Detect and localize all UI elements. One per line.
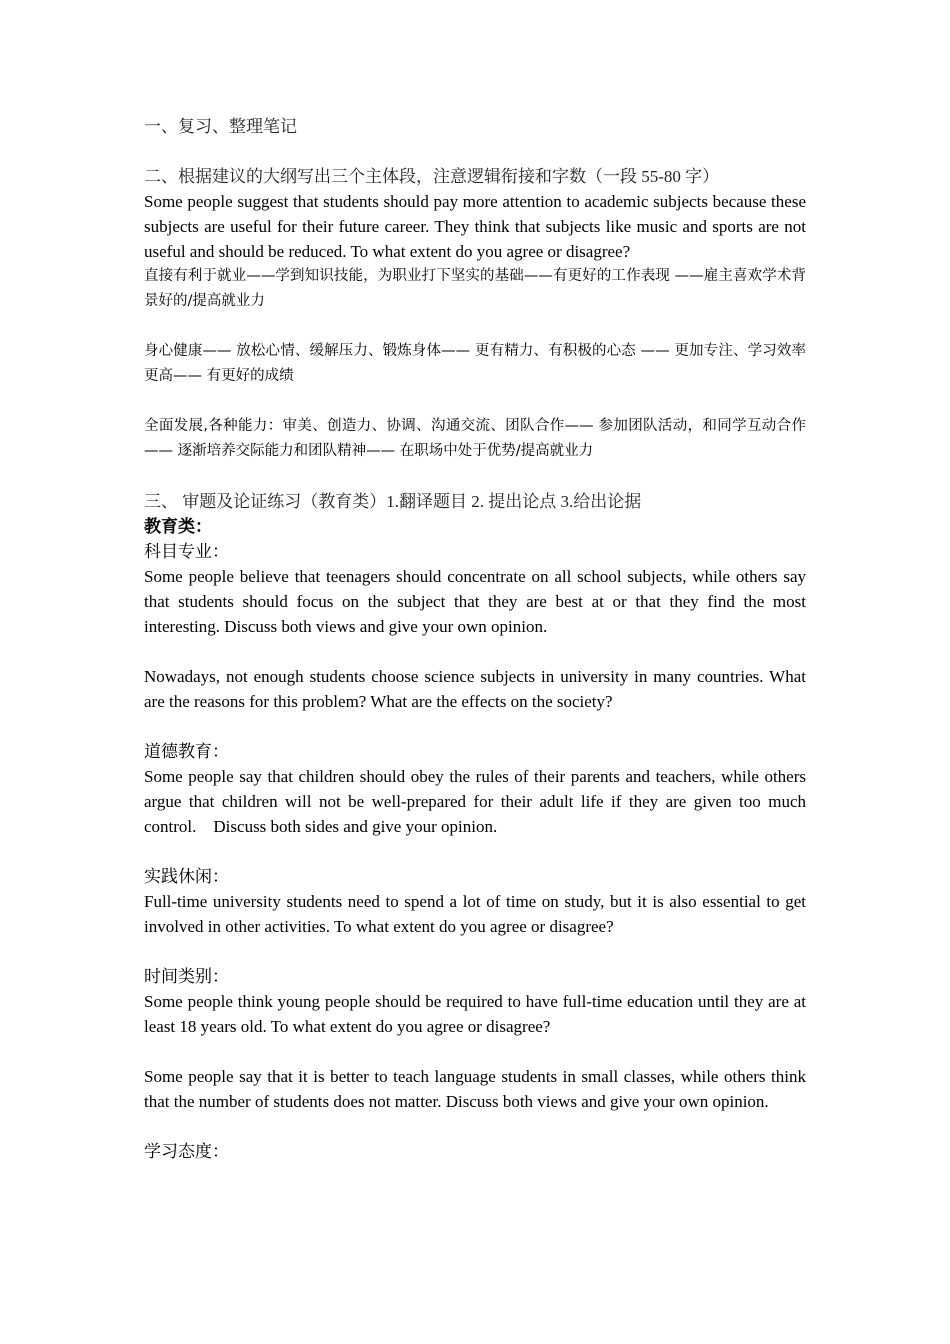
topic-moral-1: Some people say that children should obey the rules of their parents and teachers, while others argue that children will not be well-prepared for their adult life if they are given too much control. Discuss both sides and give your opinion. [144, 767, 806, 836]
group-label-time: 时间类别： [144, 967, 229, 986]
group-label-practice: 实践休闲： [144, 867, 229, 886]
topic-subjects-2: Nowadays, not enough students choose science subjects in university in many countries. What are the reasons for this problem? What are the effects on the society? [144, 667, 806, 711]
category-title: 教育类： [144, 517, 212, 536]
group-label-moral: 道德教育： [144, 742, 229, 761]
section1-heading: 一、复习、整理笔记 [144, 117, 297, 136]
group-label-subjects: 科目专业： [144, 542, 229, 561]
outline-paragraph-2: 身心健康—— 放松心情、缓解压力、锻炼身体—— 更有精力、有积极的心态 —— 更加专注、学习效率更高—— 有更好的成绩 [144, 343, 806, 384]
group-label-attitude: 学习态度： [144, 1142, 229, 1161]
outline-paragraph-1: 直接有利于就业——学到知识技能，为职业打下坚实的基础——有更好的工作表现 ——雇主喜欢学术背景好的/提高就业力 [144, 268, 806, 309]
topic-subjects-1: Some people believe that teenagers should concentrate on all school subjects, while others say that students should focus on the subject that they are best at or that they find the most interesting. Discuss both views and give your own opinion. [144, 567, 806, 636]
document-body [144, 114, 806, 1164]
topic-practice-1: Full-time university students need to spend a lot of time on study, but it is also essential to get involved in other activities. To what extent do you agree or disagree? [144, 892, 806, 936]
section2-heading: 二、根据建议的大纲写出三个主体段，注意逻辑衔接和字数（一段 55-80 字） [144, 167, 720, 186]
topic-time-1: Some people think young people should be required to have full-time education until they are at least 18 years old. To what extent do you agree or disagree? [144, 992, 806, 1036]
outline-paragraph-3: 全面发展,各种能力：审美、创造力、协调、沟通交流、团队合作—— 参加团队活动，和同学互动合作 —— 逐渐培养交际能力和团队精神—— 在职场中处于优势/提高就业力 [144, 418, 806, 459]
topic-time-2: Some people say that it is better to teach language students in small classes, while others think that the number of students does not matter. Discuss both views and give your own opinion. [144, 1067, 806, 1111]
section3-heading: 三、 审题及论证练习（教育类）1.翻译题目 2. 提出论点 3.给出论据 [144, 492, 642, 511]
essay-prompt: Some people suggest that students should pay more attention to academic subjects because these subjects are useful for their future career. They think that subjects like music and sports are not useful and should be reduced. To what extent do you agree or disagree? [144, 192, 806, 261]
